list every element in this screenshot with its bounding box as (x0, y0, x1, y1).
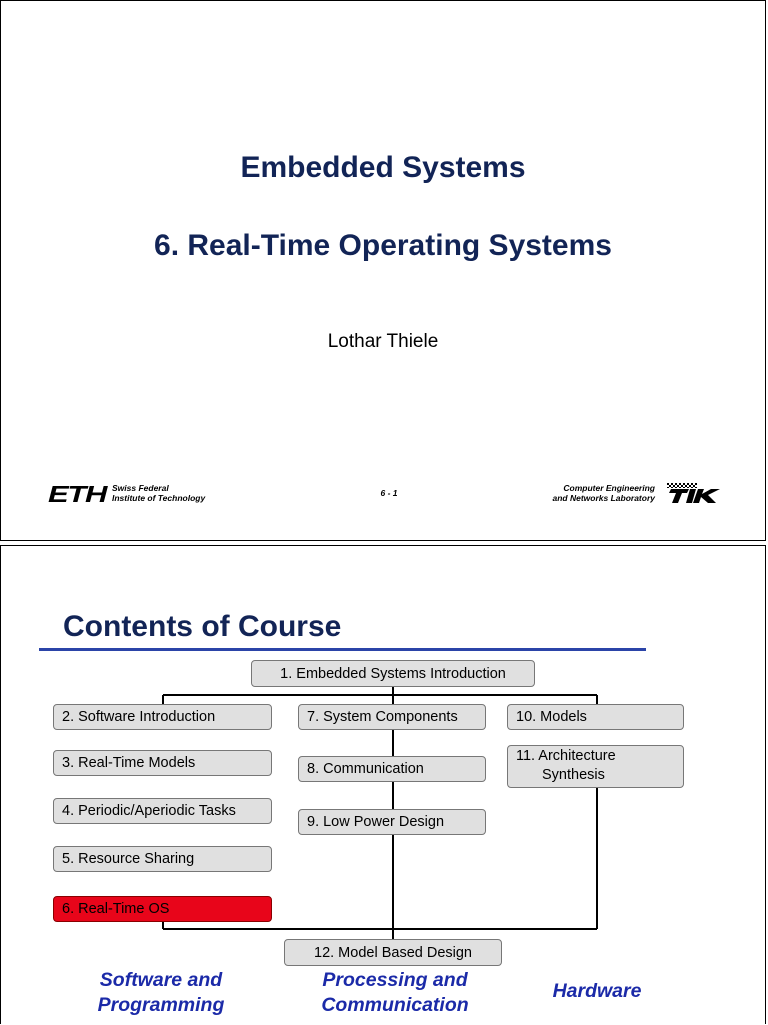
lab-name-text (553, 483, 656, 503)
course-box-9-low-power-design: 9. Low Power Design (298, 809, 486, 835)
label-software-line-2: Programming (97, 994, 225, 1016)
tik-logo (667, 483, 721, 503)
label-processing-line-2: Communication (321, 994, 469, 1016)
label-processing-line-1: Processing and (322, 969, 468, 991)
course-box-3-real-time-models: 3. Real-Time Models (53, 750, 272, 776)
course-box-4-periodic-aperiodic-tasks: 4. Periodic/Aperiodic Tasks (53, 798, 272, 824)
lab-line-1: Computer Engineering (563, 483, 655, 493)
eth-line-2: Institute of Technology (112, 493, 206, 503)
course-box-12-model-based-design: 12. Model Based Design (284, 939, 502, 966)
author-name: Lothar Thiele (327, 331, 439, 352)
contents-slide (0, 545, 766, 1024)
label-hardware: Hardware (552, 980, 642, 1002)
eth-logo: ETH (48, 481, 107, 507)
slide-footer (1, 481, 765, 507)
slide-title: Embedded Systems (240, 151, 526, 184)
course-box-5-resource-sharing: 5. Resource Sharing (53, 846, 272, 872)
course-box-6-real-time-os-current: 6. Real-Time OS (53, 896, 272, 922)
eth-institution-text (112, 483, 205, 503)
lab-line-2: and Networks Laboratory (552, 493, 655, 503)
course-box-7-system-components: 7. System Components (298, 704, 486, 730)
eth-line-1: Swiss Federal (112, 483, 169, 493)
label-software-line-1: Software and (99, 969, 223, 991)
course-box-10-models: 10. Models (507, 704, 684, 730)
course-box-2-software-introduction: 2. Software Introduction (53, 704, 272, 730)
course-box-8-communication: 8. Communication (298, 756, 486, 782)
course-box-1-introduction: 1. Embedded Systems Introduction (251, 660, 535, 687)
architecture-line-1: 11. Architecture (516, 748, 616, 764)
architecture-line-2: Synthesis (542, 767, 605, 783)
contents-title: Contents of Course (63, 610, 342, 643)
page-number: 6 - 1 (380, 488, 398, 498)
label-processing-and-communication (300, 968, 490, 1018)
label-software-and-programming (71, 968, 251, 1018)
slide-subtitle: 6. Real-Time Operating Systems (154, 229, 612, 262)
course-box-11-architecture-synthesis (507, 745, 684, 788)
